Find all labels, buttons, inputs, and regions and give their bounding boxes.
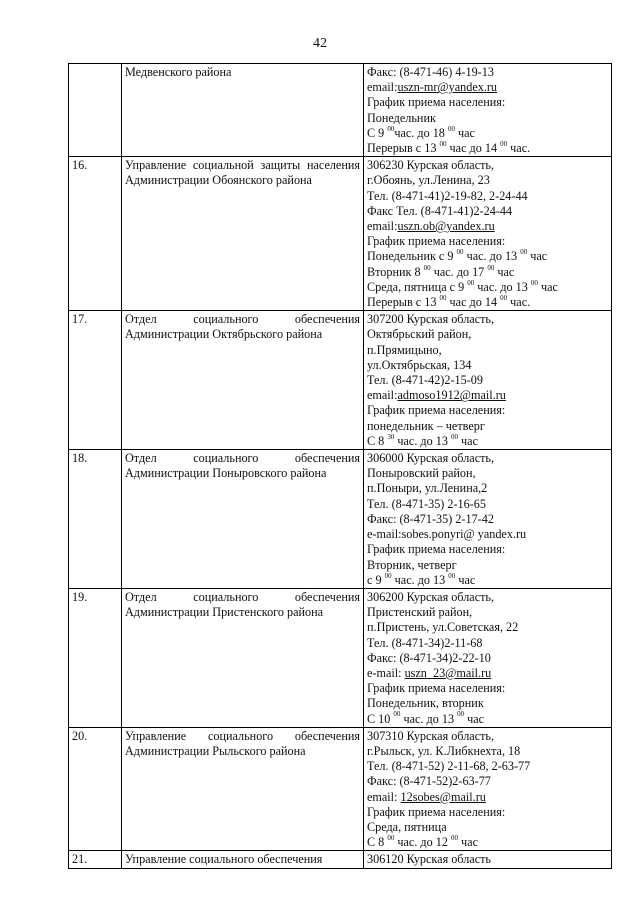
text-fragment: час до 14: [446, 295, 501, 310]
contact-line: [367, 466, 608, 481]
contact-line: [367, 759, 608, 774]
email-link: uszn_23@mail.ru: [404, 665, 492, 680]
text-fragment: Понедельник с 9: [367, 249, 457, 264]
text-fragment: С 8: [367, 835, 388, 850]
contact-line: [367, 80, 608, 95]
contact-line: [367, 497, 608, 512]
text-fragment: 306120 Курская область: [367, 852, 491, 867]
email-link: 12sobes@mail.ru: [400, 789, 486, 804]
contact-line: [367, 358, 608, 373]
contact-line: [367, 542, 608, 557]
contact-line: [367, 852, 608, 867]
text-fragment: час: [537, 279, 558, 294]
agency-name: Отдел социального обеспечения Администрации Пристенского района: [122, 588, 364, 727]
contact-info: [364, 311, 612, 450]
contact-line: [367, 234, 608, 249]
text-fragment: С 8: [367, 433, 388, 448]
contact-line: [367, 204, 608, 219]
time-minutes: 00: [448, 571, 456, 580]
time-minutes: 30: [387, 432, 395, 441]
contact-line: [367, 295, 608, 310]
text-fragment: час. до 13: [394, 433, 451, 448]
text-fragment: час: [494, 264, 515, 279]
agency-name: Отдел социального обеспечения Администрации Октябрьского района: [122, 311, 364, 450]
row-number: [69, 64, 122, 157]
text-fragment: График приема населения:: [367, 95, 506, 110]
time-minutes: 00: [387, 124, 395, 133]
time-minutes: 00: [439, 139, 447, 148]
text-fragment: час: [527, 249, 548, 264]
contact-line: [367, 573, 608, 588]
text-fragment: Октябрьский район,: [367, 327, 472, 342]
time-minutes: 00: [487, 263, 495, 272]
contact-line: [367, 403, 608, 418]
text-fragment: п.Пристень, ул.Советская, 22: [367, 620, 519, 635]
contact-line: [367, 527, 608, 542]
contact-line: [367, 666, 608, 681]
table-row: [69, 727, 612, 851]
text-fragment: час: [464, 711, 485, 726]
agency-name: Управление социального обеспечения: [122, 851, 364, 868]
text-fragment: График приема населения:: [367, 542, 506, 557]
time-minutes: 00: [423, 263, 431, 272]
contact-info: [364, 727, 612, 851]
text-fragment: График приема населения:: [367, 234, 506, 249]
text-fragment: Факс: (8-471-34)2-22-10: [367, 650, 491, 665]
contact-line: [367, 373, 608, 388]
text-fragment: Факс: (8-471-35) 2-17-42: [367, 511, 494, 526]
contact-line: [367, 249, 608, 264]
contact-line: [367, 126, 608, 141]
text-fragment: Факс: (8-471-46) 4-19-13: [367, 65, 494, 79]
text-fragment: С 9: [367, 125, 388, 140]
contact-line: [367, 590, 608, 605]
text-fragment: Факс Тел. (8-471-41)2-24-44: [367, 203, 513, 218]
contact-line: [367, 512, 608, 527]
text-fragment: Перерыв с 13: [367, 295, 440, 310]
contact-line: [367, 95, 608, 110]
time-minutes: 00: [387, 834, 395, 843]
time-minutes: 00: [457, 710, 465, 719]
contact-line: [367, 419, 608, 434]
text-fragment: Вторник, четверг: [367, 557, 457, 572]
time-minutes: 00: [456, 248, 464, 257]
contact-line: [367, 327, 608, 342]
table-row: [69, 157, 612, 311]
contact-line: [367, 558, 608, 573]
text-fragment: График приема населения:: [367, 681, 506, 696]
contact-line: [367, 111, 608, 126]
contact-line: [367, 636, 608, 651]
contact-line: [367, 265, 608, 280]
text-fragment: час: [458, 433, 478, 448]
contact-line: [367, 620, 608, 635]
time-minutes: 00: [520, 248, 528, 257]
row-number: 20.: [69, 727, 122, 851]
text-fragment: Тел. (8-471-34)2-11-68: [367, 635, 483, 650]
text-fragment: Тел. (8-471-35) 2-16-65: [367, 496, 486, 511]
contact-line: [367, 744, 608, 759]
contact-line: [367, 729, 608, 744]
text-fragment: понедельник – четверг: [367, 418, 485, 433]
text-fragment: email:: [367, 388, 398, 403]
contact-line: [367, 219, 608, 234]
text-fragment: Понедельник, вторник: [367, 696, 484, 711]
time-minutes: 00: [530, 278, 538, 287]
text-fragment: График приема населения:: [367, 804, 506, 819]
contact-line: [367, 173, 608, 188]
contact-line: [367, 774, 608, 789]
contact-info: [364, 450, 612, 589]
table-row: [69, 311, 612, 450]
text-fragment: 307310 Курская область,: [367, 728, 495, 743]
time-minutes: 00: [393, 710, 401, 719]
agency-name: Медвенского района: [122, 64, 364, 157]
text-fragment: email:: [367, 80, 398, 95]
contact-line: [367, 651, 608, 666]
table-body: [69, 64, 612, 869]
text-fragment: час: [455, 572, 476, 587]
text-fragment: Вторник 8: [367, 264, 424, 279]
contact-line: [367, 451, 608, 466]
contact-line: [367, 805, 608, 820]
text-fragment: час до 14: [446, 141, 501, 156]
email-link: uszn.ob@yandex.ru: [397, 219, 495, 234]
email-link: uszn-mr@yandex.ru: [397, 80, 498, 95]
contact-line: [367, 605, 608, 620]
row-number: 16.: [69, 157, 122, 311]
contact-info: [364, 588, 612, 727]
row-number: 18.: [69, 450, 122, 589]
text-fragment: час.: [507, 295, 531, 310]
text-fragment: 306230 Курская область,: [367, 158, 495, 173]
text-fragment: Перерыв с 13: [367, 141, 440, 156]
text-fragment: Поныровский район,: [367, 466, 476, 481]
contact-line: [367, 189, 608, 204]
time-minutes: 00: [500, 293, 508, 302]
contact-line: [367, 158, 608, 173]
text-fragment: email:: [367, 789, 401, 804]
contact-line: [367, 696, 608, 711]
agencies-table: [68, 63, 612, 869]
contact-line: [367, 712, 608, 727]
text-fragment: г.Рыльск, ул. К.Либкнехта, 18: [367, 743, 521, 758]
text-fragment: час. до 13: [474, 279, 531, 294]
time-minutes: 00: [447, 124, 455, 133]
time-minutes: 00: [500, 139, 508, 148]
contact-info: [364, 851, 612, 868]
row-number: 21.: [69, 851, 122, 868]
contact-line: [367, 343, 608, 358]
row-number: 19.: [69, 588, 122, 727]
text-fragment: час. до 12: [394, 835, 451, 850]
text-fragment: Пристенский район,: [367, 605, 473, 620]
text-fragment: Тел. (8-471-41)2-19-82, 2-24-44: [367, 188, 528, 203]
contact-line: [367, 65, 608, 80]
text-fragment: час: [454, 125, 475, 140]
contact-line: [367, 790, 608, 805]
table-row: [69, 588, 612, 727]
row-number: 17.: [69, 311, 122, 450]
contact-line: [367, 681, 608, 696]
text-fragment: ул.Октябрьская, 134: [367, 357, 472, 372]
contact-line: [367, 434, 608, 449]
contact-info: [364, 157, 612, 311]
table-row: [69, 64, 612, 157]
agency-name: Отдел социального обеспечения Администрации Поныровского района: [122, 450, 364, 589]
text-fragment: с 9: [367, 572, 385, 587]
text-fragment: С 10: [367, 711, 394, 726]
time-minutes: 00: [451, 834, 458, 843]
contact-line: [367, 481, 608, 496]
text-fragment: 307200 Курская область,: [367, 312, 495, 327]
text-fragment: e-mail:: [367, 665, 405, 680]
text-fragment: e-mail:sobes.ponyri@ yandex.ru: [367, 527, 527, 542]
time-minutes: 00: [384, 571, 392, 580]
time-minutes: 00: [439, 293, 447, 302]
agency-name: Управление социальной защиты населения Администрации Обоянского района: [122, 157, 364, 311]
text-fragment: 306200 Курская область,: [367, 589, 495, 604]
text-fragment: час. до 13: [391, 572, 449, 587]
text-fragment: г.Обоянь, ул.Ленина, 23: [367, 173, 490, 188]
contact-line: [367, 835, 608, 850]
table-row: [69, 450, 612, 589]
agency-name: Управление социального обеспечения Администрации Рыльского района: [122, 727, 364, 851]
contact-info: [364, 64, 612, 157]
contact-line: [367, 388, 608, 403]
text-fragment: час. до 18: [394, 125, 448, 140]
page-number: 42: [313, 36, 327, 51]
contact-line: [367, 312, 608, 327]
time-minutes: 00: [467, 278, 475, 287]
text-fragment: час. до 17: [430, 264, 488, 279]
email-link: admoso1912@mail.ru: [397, 388, 506, 403]
time-minutes: 00: [451, 432, 458, 441]
text-fragment: email:: [367, 219, 398, 234]
text-fragment: Среда, пятница с 9: [367, 279, 468, 294]
text-fragment: Факс: (8-471-52)2-63-77: [367, 774, 491, 789]
text-fragment: час. до 13: [463, 249, 521, 264]
text-fragment: Тел. (8-471-52) 2-11-68, 2-63-77: [367, 759, 531, 774]
text-fragment: Понедельник: [367, 110, 436, 125]
text-fragment: час. до 13: [400, 711, 458, 726]
text-fragment: График приема населения:: [367, 403, 506, 418]
text-fragment: Тел. (8-471-42)2-15-09: [367, 373, 483, 388]
contact-line: [367, 280, 608, 295]
text-fragment: час.: [507, 141, 531, 156]
text-fragment: 306000 Курская область,: [367, 451, 495, 466]
contact-line: [367, 141, 608, 156]
contact-line: [367, 820, 608, 835]
text-fragment: час: [458, 835, 478, 850]
text-fragment: п.Прямицыно,: [367, 342, 442, 357]
text-fragment: п.Поныри, ул.Ленина,2: [367, 481, 488, 496]
text-fragment: Среда, пятница: [367, 819, 447, 834]
table-row: [69, 851, 612, 868]
